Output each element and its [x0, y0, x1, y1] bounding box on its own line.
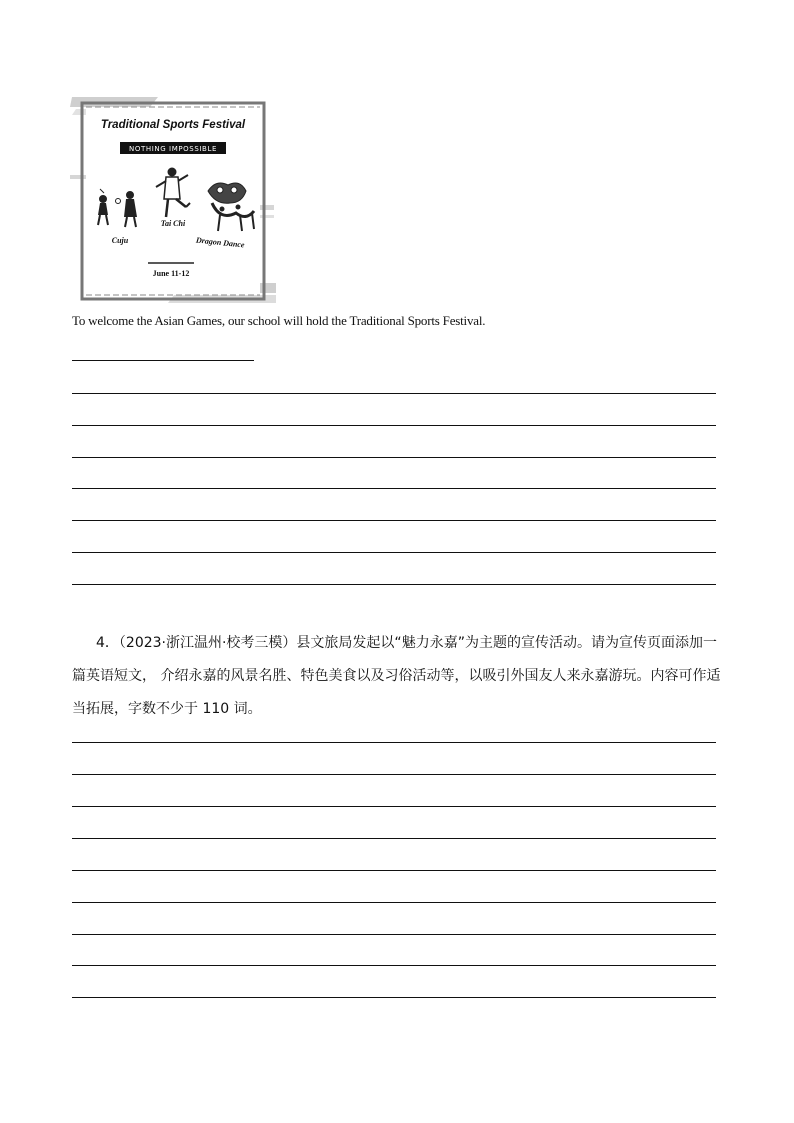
writing-line[interactable]	[72, 425, 716, 426]
activity-label-dragon-dance: Dragon Dance	[195, 235, 245, 250]
decor-stripe	[260, 215, 274, 218]
writing-line[interactable]	[72, 457, 716, 458]
writing-line[interactable]	[72, 584, 716, 585]
activity-label-cuju: Cuju	[111, 236, 129, 245]
writing-line[interactable]	[72, 934, 716, 935]
title-blank-line[interactable]	[72, 360, 254, 361]
writing-line[interactable]	[72, 902, 716, 903]
activity-label-tai-chi: Tai Chi	[160, 219, 186, 228]
writing-line[interactable]	[72, 870, 716, 871]
writing-line[interactable]	[72, 742, 716, 743]
question-4-prompt: 4．（2023·浙江温州·校考三模）县文旅局发起以“魅力永嘉”为主题的宣传活动。请为宣传页面添加一篇英语短文， 介绍永嘉的风景名胜、特色美食以及习俗活动等，以吸引外国友人来永嘉游玩。内容可作适当拓展，字数不少于 110 词。	[72, 635, 721, 717]
writing-line[interactable]	[72, 806, 716, 807]
writing-line[interactable]	[72, 965, 716, 966]
festival-poster	[70, 95, 276, 305]
decor-stripe	[70, 175, 86, 179]
intro-sentence: To welcome the Asian Games, our school will hold the Traditional Sports Festival.	[72, 313, 486, 328]
poster-date: June 11-12	[152, 269, 190, 278]
writing-line[interactable]	[72, 393, 716, 394]
writing-line[interactable]	[72, 838, 716, 839]
writing-line[interactable]	[72, 520, 716, 521]
writing-line[interactable]	[72, 997, 716, 998]
writing-line[interactable]	[72, 552, 716, 553]
writing-line[interactable]	[72, 488, 716, 489]
poster-slogan: NOTHING IMPOSSIBLE	[129, 145, 217, 153]
poster-title: Traditional Sports Festival	[100, 119, 246, 131]
writing-line[interactable]	[72, 774, 716, 775]
